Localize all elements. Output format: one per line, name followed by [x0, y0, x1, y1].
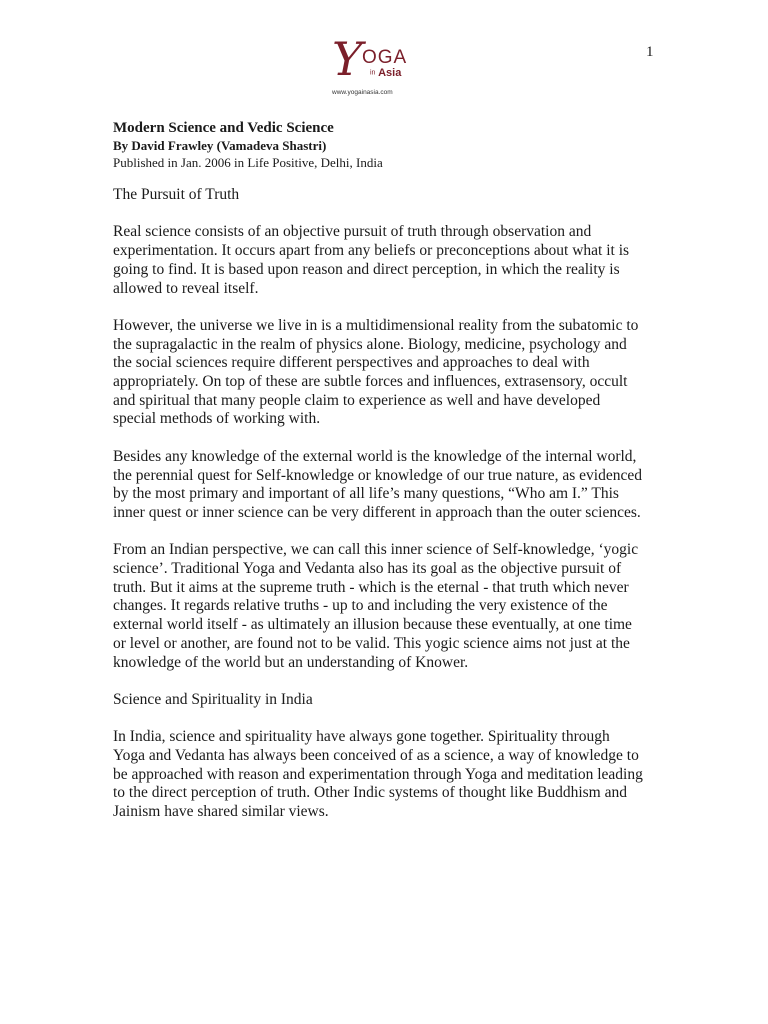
yoga-in-asia-logo [332, 32, 422, 102]
article-body [113, 118, 643, 822]
logo-asia-text: Asia [378, 67, 402, 79]
article-published: Published in Jan. 2006 in Life Positive, Delhi, India [113, 155, 383, 170]
paragraph: In India, science and spirituality have always gone together. Spirituality through Yoga and Vedanta has always been conceived of as a science, a way of knowledge to be approached with reason and experimentation through Yoga and meditation leading to the direct perception of truth. Other Indic systems of thought like Buddhism and Jainism have shared similar views. [113, 728, 643, 821]
logo-y-letter: Y [332, 32, 363, 86]
paragraph: Besides any knowledge of the external world is the knowledge of the internal world, the perennial quest for Self-knowledge or knowledge of our true nature, as evidenced by the most primary and important of all life’s many questions, “Who am I.” This inner quest or inner science can be very different in approach than the outer sciences. [113, 447, 642, 521]
logo-oga-text: OGA [362, 47, 408, 68]
logo-in-text: in [370, 69, 376, 77]
section-heading-science-spirituality: Science and Spirituality in India [113, 690, 313, 708]
logo-url: www.yogainasia.com [332, 89, 393, 96]
section-heading-pursuit-of-truth: The Pursuit of Truth [113, 186, 240, 203]
logo-in-asia [370, 68, 401, 79]
article-title: Modern Science and Vedic Science [113, 120, 334, 136]
paragraph: However, the universe we live in is a multidimensional reality from the subatomic to the supragalactic in the realm of physics alone. Biology, medicine, psychology and the social sciences require different perspectives and approaches to deal with appropriately. On top of these are subtle forces and influences, extrasensory, occult and spiritual that many people claim to experience as well and have developed special methods of working with. [113, 316, 639, 428]
article-byline: By David Frawley (Vamadeva Shastri) [113, 138, 327, 153]
paragraph: From an Indian perspective, we can call this inner science of Self-knowledge, ‘yogic science’. Traditional Yoga and Vedanta also has its goal as the objective pursuit of truth. But it aims at the supreme truth - which is the eternal - that truth which never changes. It regards relative truths - up to and including the very existence of the external world itself - as ultimately an illusion because these eventually, at one time or level or another, are found not to be valid. This yogic science aims not just at the knowledge of the world but an understanding of Knower. [113, 541, 639, 671]
paragraph: Real science consists of an objective pursuit of truth through observation and experimentation. It occurs apart from any beliefs or preconceptions about what it is going to find. It is based upon reason and direct perception, in which the reality is allowed to reveal itself. [113, 223, 630, 297]
page-number: 1 [646, 44, 654, 60]
